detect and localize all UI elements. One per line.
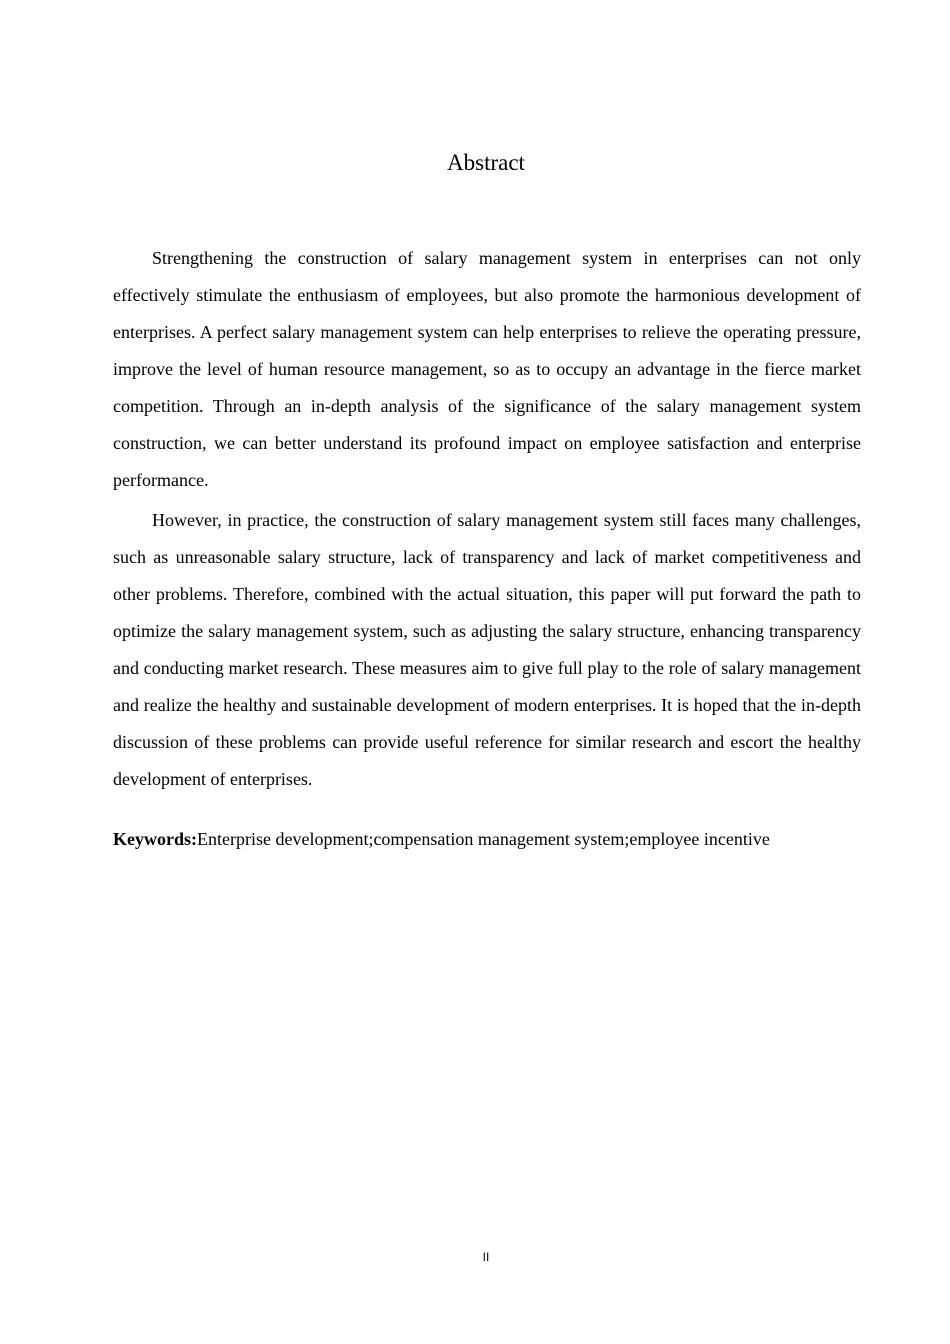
keywords-value: Enterprise development;compensation management system;employee incentive	[197, 829, 770, 849]
abstract-body	[113, 240, 861, 801]
abstract-paragraph: Strengthening the construction of salary management system in enterprises can not only effectively stimulate the enthusiasm of employees, but also promote the harmonious development of enterprises. A perfect salary management system can help enterprises to relieve the operating pressure, improve the level of human resource management, so as to occupy an advantage in the fierce market competition. Through an in-depth analysis of the significance of the salary management system construction, we can better understand its profound impact on employee satisfaction and enterprise performance.	[113, 248, 861, 490]
page-title: Abstract	[447, 150, 525, 175]
abstract-paragraph: However, in practice, the construction of salary management system still faces many challenges, such as unreasonable salary structure, lack of transparency and lack of market competitiveness and other problems. Therefore, combined with the actual situation, this paper will put forward the path to optimize the salary management system, such as adjusting the salary structure, enhancing transparency and conducting market research. These measures aim to give full play to the role of salary management and realize the healthy and sustainable development of modern enterprises. It is hoped that the in-depth discussion of these problems can provide useful reference for similar research and escort the healthy development of enterprises.	[113, 510, 861, 789]
keywords-label: Keywords:	[113, 829, 197, 849]
page-number: II	[482, 1250, 490, 1264]
keywords-line	[113, 824, 873, 854]
